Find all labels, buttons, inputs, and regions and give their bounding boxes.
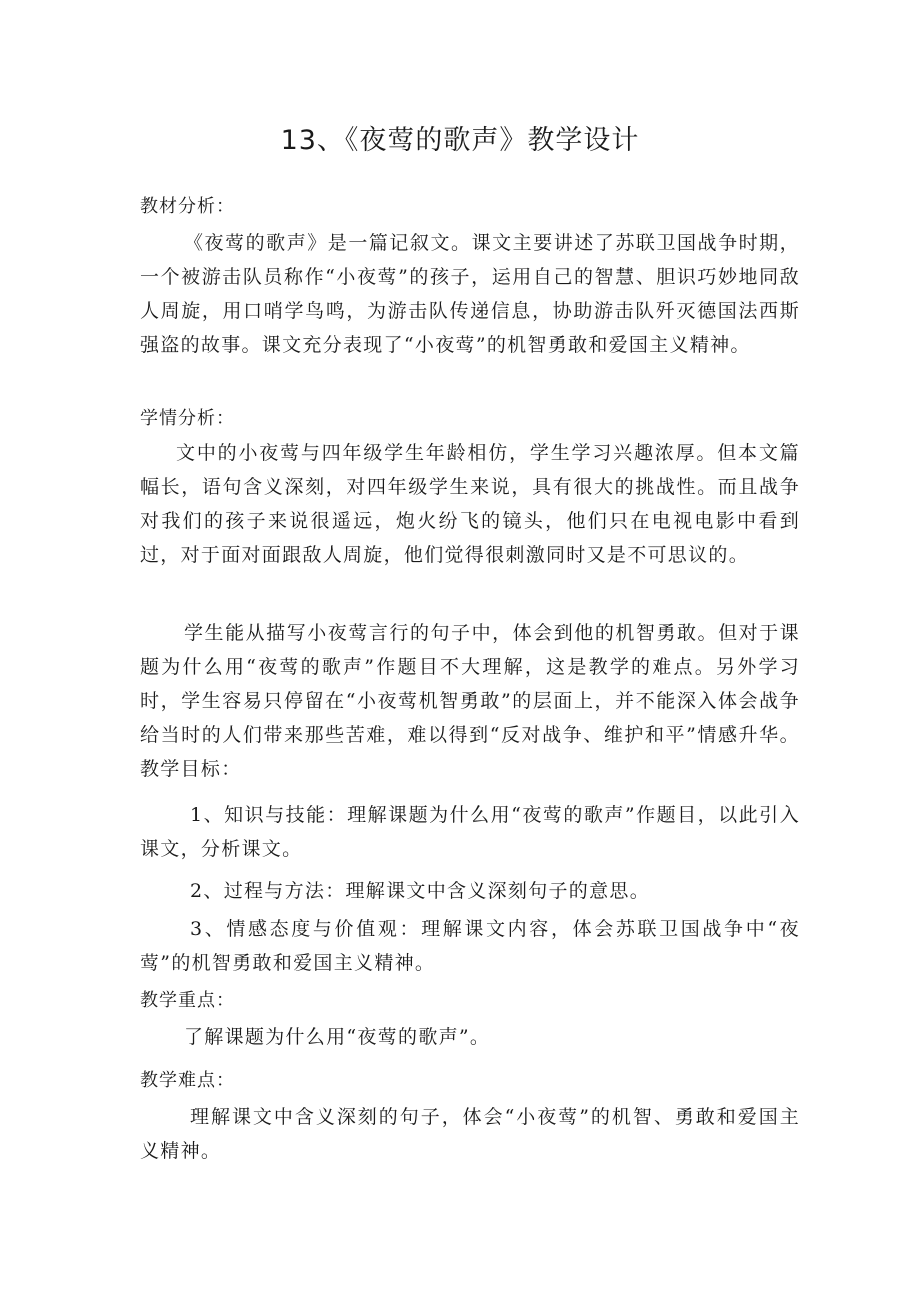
key-point-text: 了解课题为什么用“夜莺的歌声”。 [184,1026,491,1048]
key-point-heading: 教学重点： [140,990,235,1011]
students-paragraph-2: 学生能从描写小夜莺言行的句子中，体会到他的机智勇敢。但对于课题为什么用“夜莺的歌声”作题目不大理解，这是教学的难点。另外学习时，学生容易只停留在“小夜莺机智勇敢”的层面上，并不能深入体会战争给当时的人们带来那些苦难，难以得到“反对战争、维护和平”情感升华。教学目标： [140,622,800,780]
materials-paragraph: 《夜莺的歌声》是一篇记叙文。课文主要讲述了苏联卫国战争时期，一个被游击队员称作“小夜莺”的孩子，运用自己的智慧、胆识巧妙地同敌人周旋，用口哨学鸟鸣，为游击队传递信息，协助游击队歼灭德国法西斯强盗的故事。课文充分表现了“小夜莺”的机智勇敢和爱国主义精神。 [140,232,800,356]
goal-item-3: 3、情感态度与价值观：理解课文内容，体会苏联卫国战争中“夜莺”的机智勇敢和爱国主义精神。 [140,918,800,974]
document-title: 13、《夜莺的歌声》教学设计 [280,125,640,156]
materials-heading: 教材分析： [140,196,235,217]
goal-item-2: 2、过程与方法：理解课文中含义深刻句子的意思。 [190,880,650,902]
goal-item-1: 1、知识与技能：理解课题为什么用“夜莺的歌声”作题目，以此引入课文，分析课文。 [140,804,800,860]
difficulty-heading: 教学难点： [140,1070,235,1091]
students-paragraph-1: 文中的小夜莺与四年级学生年龄相仿，学生学习兴趣浓厚。但本文篇幅长，语句含义深刻，对四年级学生来说，具有很大的挑战性。而且战争对我们的孩子来说很遥远，炮火纷飞的镜头，他们只在电视电影中看到过，对于面对面跟敌人周旋，他们觉得很刺激同时又是不可思议的。 [140,442,800,566]
students-heading: 学情分析： [140,408,235,429]
difficulty-text: 理解课文中含义深刻的句子，体会“小夜莺”的机智、勇敢和爱国主义精神。 [140,1106,800,1162]
